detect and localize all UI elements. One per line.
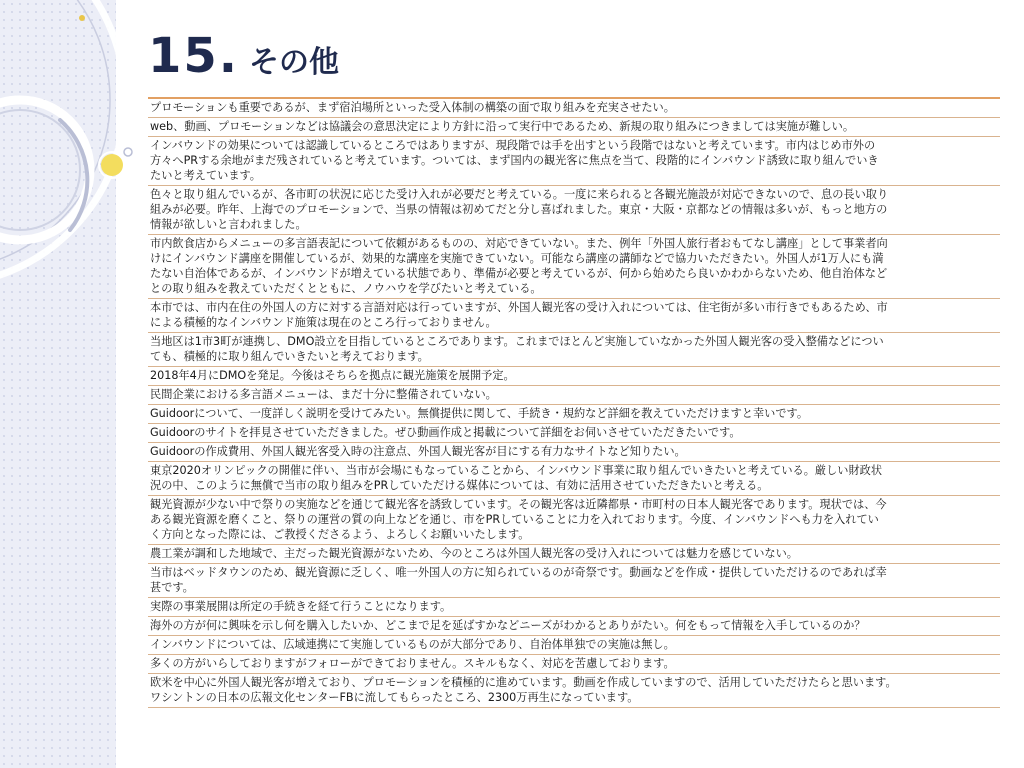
- comment-row: 色々と取り組んでいるが、各市町の状況に応じた受け入れが必要だと考えている。一度に来られると各観光施設が対応できないので、息の長い取り 組みが必要。昨年、上海でのプロモーションで、当県の情報は初めてだと分し喜ばれました。東京・大阪・京都などの情報は多いが、もっと地方の 情報が欲しいと言われました。: [148, 186, 1000, 235]
- comment-row: 農工業が調和した地域で、主だった観光資源がないため、今のところは外国人観光客の受け入れについては魅力を感じていない。: [148, 545, 1000, 564]
- comment-row: プロモーションも重要であるが、まず宿泊場所といった受入体制の構築の面で取り組みを充実させたい。: [148, 99, 1000, 118]
- comment-row: 実際の事業展開は所定の手続きを経て行うことになります。: [148, 598, 1000, 617]
- comment-row: インバウンドについては、広域連携にて実施しているものが大部分であり、自治体単独での実施は無し。: [148, 636, 1000, 655]
- comment-row: Guidoorについて、一度詳しく説明を受けてみたい。無償提供に関して、手続き・規約など詳細を教えていただけますと幸いです。: [148, 405, 1000, 424]
- comment-row: 多くの方がいらしておりますがフォローができておりません。スキルもなく、対応を苦慮しております。: [148, 655, 1000, 674]
- comment-row: 本市では、市内在住の外国人の方に対する言語対応は行っていますが、外国人観光客の受け入れについては、住宅街が多い市行きでもあるため、市 による積極的なインバウンド施策は現在のところ行っておりません。: [148, 299, 1000, 333]
- page-title: [148, 28, 339, 84]
- comment-row: 民間企業における多言語メニューは、まだ十分に整備されていない。: [148, 386, 1000, 405]
- comment-row: 2018年4月にDMOを発足。今後はそちらを拠点に観光施策を展開予定。: [148, 367, 1000, 386]
- section-number: 15.: [148, 28, 240, 84]
- comment-row: 欧米を中心に外国人観光客が増えており、プロモーションを積極的に進めています。動画を作成していますので、活用していただけたらと思います。 ワシントンの日本の広報文化センターFBに流してもらったところ、2300万再生になっています。: [148, 674, 1000, 708]
- comment-row: 当市はベッドタウンのため、観光資源に乏しく、唯一外国人の方に知られているのが奇祭です。動画などを作成・提供していただけるのであれば幸 甚です。: [148, 564, 1000, 598]
- section-title: その他: [249, 45, 340, 80]
- comment-row: web、動画、プロモーションなどは協議会の意思決定により方針に沿って実行中であるため、新規の取り組みにつきましては実施が難しい。: [148, 118, 1000, 137]
- comment-row: Guidoorの作成費用、外国人観光客受入時の注意点、外国人観光客が目にする有力なサイトなど知りたい。: [148, 443, 1000, 462]
- comments-list: [148, 99, 1000, 708]
- comment-row: 当地区は1市3町が連携し、DMO設立を目指しているところであります。これまでほとんど実施していなかった外国人観光客の受入整備などについ ても、積極的に取り組んでいきたいと考えております。: [148, 333, 1000, 367]
- comment-row: 東京2020オリンピックの開催に伴い、当市が会場にもなっていることから、インバウンド事業に取り組んでいきたいと考えている。厳しい財政状 況の中、このように無償で当市の取り組みをPRしていただける媒体については、有効に活用させていただきたいと考える。: [148, 462, 1000, 496]
- comment-row: Guidoorのサイトを拝見させていただきました。ぜひ動画作成と掲載について詳細をお伺いさせていただきたいです。: [148, 424, 1000, 443]
- comment-row: 観光資源が少ない中で祭りの実施などを通じて観光客を誘致しています。その観光客は近隣都県・市町村の日本人観光客であります。現状では、今 ある観光資源を磨くこと、祭りの運営の質の向上などを通じ、市をPRしていることに力を入れております。今度、インバウンドへも力を入れてい く方向となった際には、ご教授くださるよう、よろしくお願いいたします。: [148, 496, 1000, 545]
- comment-row: 海外の方が何に興味を示し何を購入したいか、どこまで足を延ばすかなどニーズがわかるとありがたい。何をもって情報を入手しているのか？: [148, 617, 1000, 636]
- comment-row: 市内飲食店からメニューの多言語表記について依頼があるものの、対応できていない。また、例年「外国人旅行者おもてなし講座」として事業者向 けにインバウンド講座を開催しているが、効果的な講座を実施できていない。可能なら講座の講師などで協力いただきたい。外国人が1万人にも満 たない自治体であるが、インバウンドが増えている状態であり、準備が必要と考えているが、何から始めたら良いかわからないため、他自治体など との取り組みを教えていただくとともに、ノウハウを学びたいと考えている。: [148, 235, 1000, 299]
- comment-row: インバウンドの効果については認識しているところではありますが、現段階では手を出すという段階ではないと考えています。市内はじめ市外の 方々へPRする余地がまだ残されていると考えています。ついては、まず国内の観光客に焦点を当て、段階的にインバウンド誘致に取り組んでいき たいと考えています。: [148, 137, 1000, 186]
